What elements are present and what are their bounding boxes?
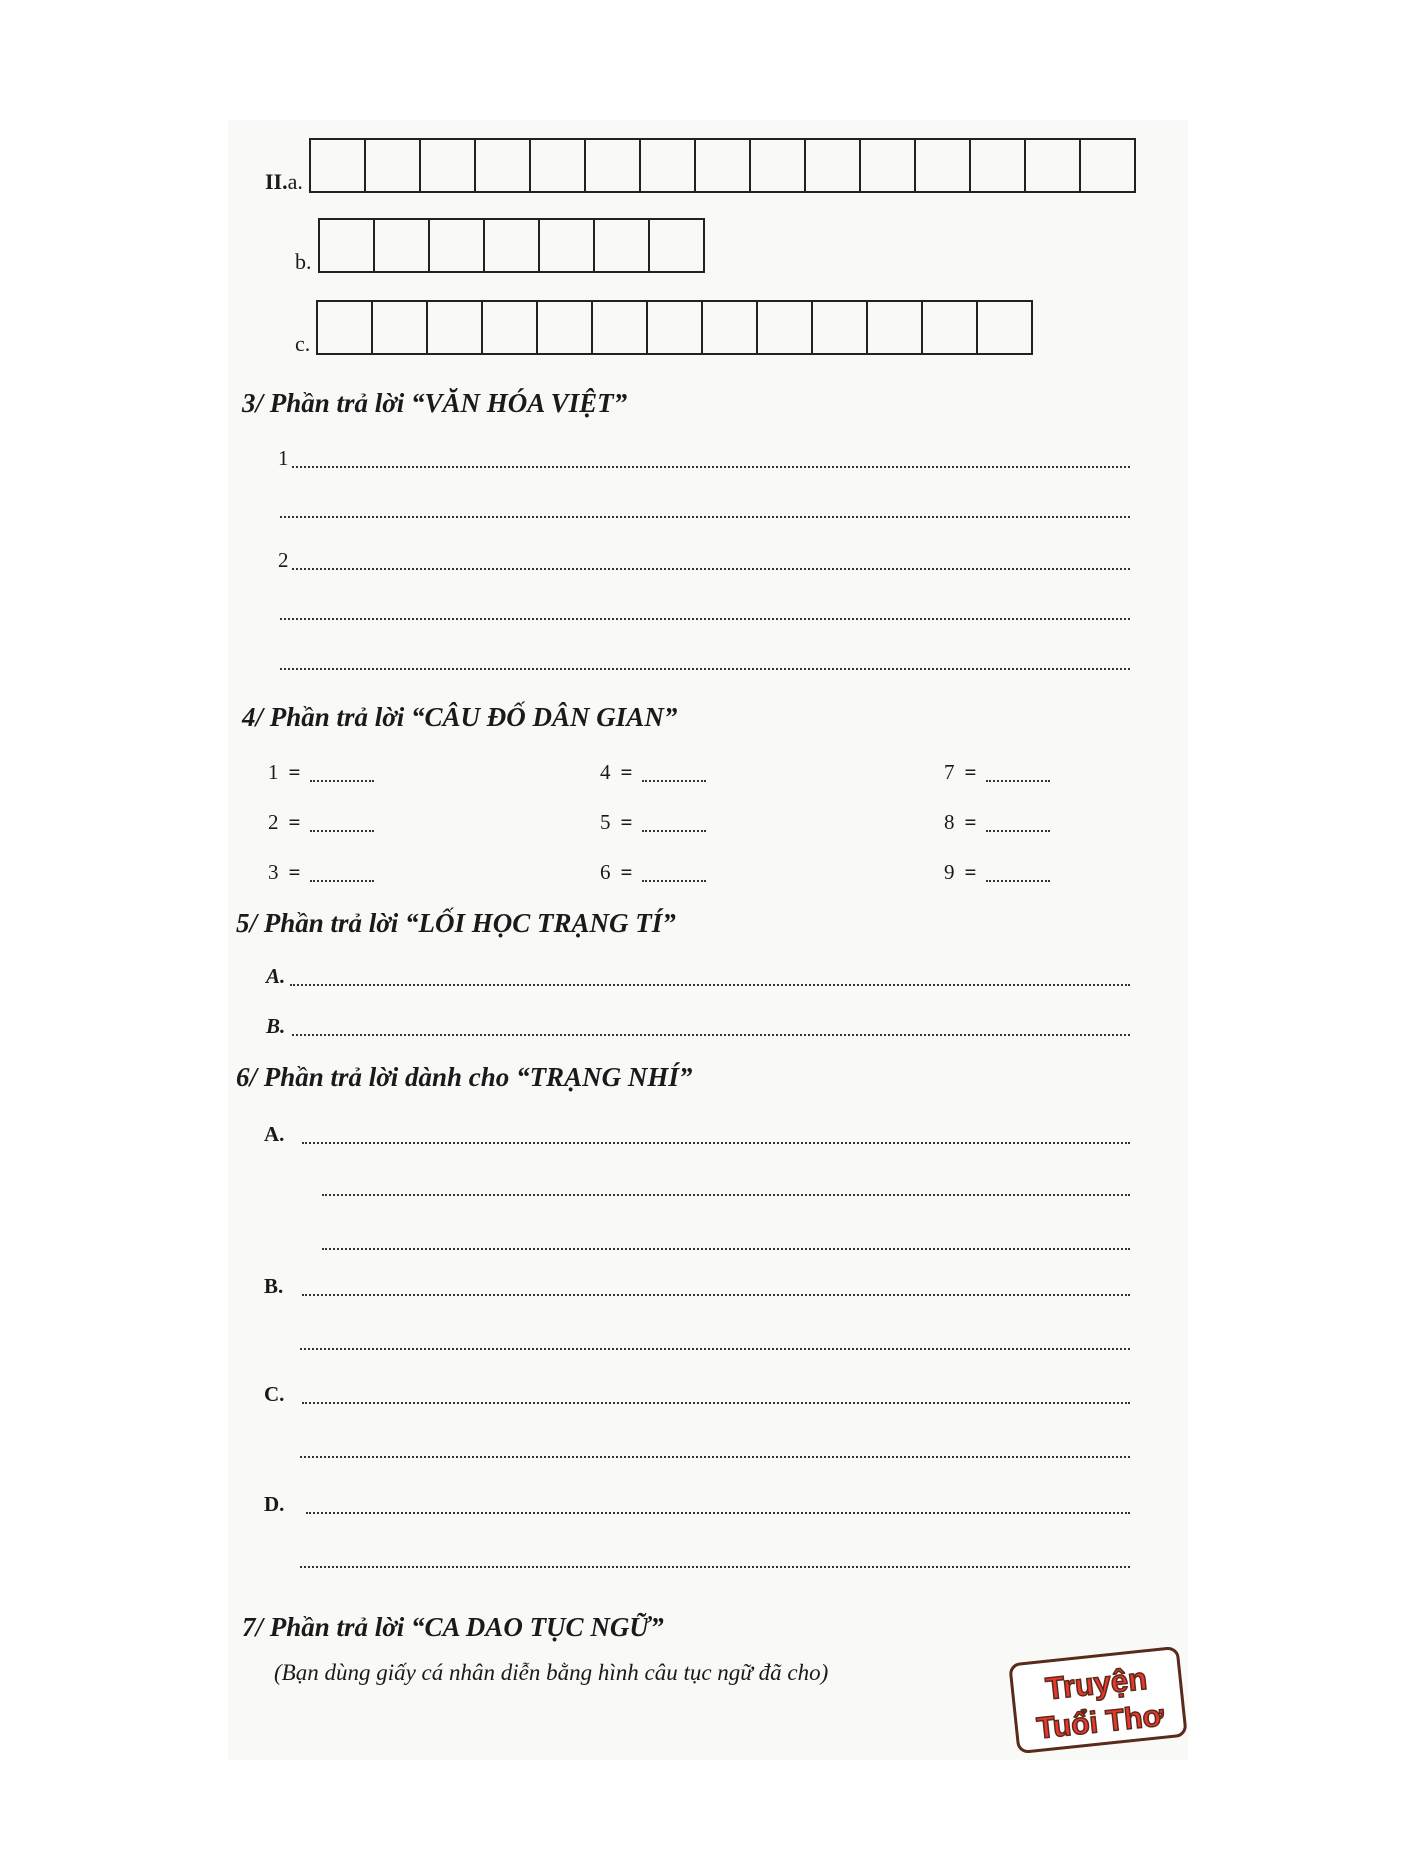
grid-cell[interactable] [978,302,1031,353]
grid-cell[interactable] [813,302,868,353]
grid-cell[interactable] [703,302,758,353]
section-6-line-b1[interactable] [302,1294,1130,1296]
grid-label-a: II.a. [265,169,303,194]
logo-graphic [1005,1643,1190,1757]
grid-cell[interactable] [868,302,923,353]
section-3-item-2-label: 2 [278,548,289,572]
grid-cell[interactable] [751,140,806,191]
grid-cell[interactable] [971,140,1026,191]
grid-cell[interactable] [476,140,531,191]
logo-line-2: Tuổi Thơ [1035,1699,1166,1746]
grid-cell[interactable] [375,220,430,271]
grid-row-c [295,300,1033,355]
grid-cell[interactable] [923,302,978,353]
section-3-line-1[interactable] [292,466,1130,468]
answer-sheet [228,120,1188,1760]
section-3-line-3[interactable] [292,568,1130,570]
section-5-label-a: A. [266,964,286,988]
answer-grid-b[interactable] [318,218,705,273]
section-6-line-c1[interactable] [302,1402,1130,1404]
grid-cell[interactable] [650,220,703,271]
grid-cell[interactable] [540,220,595,271]
grid-cell[interactable] [373,302,428,353]
section-6-heading: 6/ Phần trả lời dành cho “TRẠNG NHÍ” [236,1062,693,1092]
section-6-line-a2[interactable] [322,1194,1130,1196]
section-6-line-a3[interactable] [322,1248,1130,1250]
grid-cell[interactable] [311,140,366,191]
section-7-heading: 7/ Phần trả lời “CA DAO TỤC NGỮ” [242,1612,664,1642]
riddle-7[interactable]: 7 = [944,760,1050,785]
grid-cell[interactable] [531,140,586,191]
riddle-2[interactable]: 2 = [268,810,374,835]
answer-grid-c[interactable] [316,300,1033,355]
section-5-line-b[interactable] [292,1034,1130,1036]
riddle-4[interactable]: 4 = [600,760,706,785]
section-5-heading: 5/ Phần trả lời “LỐI HỌC TRẠNG TÍ” [236,908,676,938]
grid-cell[interactable] [538,302,593,353]
section-3-line-5[interactable] [280,668,1130,670]
section-6-label-c: C. [264,1382,285,1406]
grid-row-a [265,138,1136,193]
section-4-heading: 4/ Phần trả lời “CÂU ĐỐ DÂN GIAN” [242,702,678,732]
grid-cell[interactable] [421,140,476,191]
section-6-line-d2[interactable] [300,1566,1130,1568]
grid-cell[interactable] [648,302,703,353]
truyen-tuoi-tho-logo [1005,1643,1190,1757]
grid-cell[interactable] [641,140,696,191]
section-6-label-a: A. [264,1122,285,1146]
grid-cell[interactable] [916,140,971,191]
grid-cell[interactable] [483,302,538,353]
riddle-5[interactable]: 5 = [600,810,706,835]
grid-cell[interactable] [1026,140,1081,191]
grid-row-b [295,218,705,273]
section-5-label-b: B. [266,1014,286,1038]
section-5-line-a[interactable] [290,984,1130,986]
riddle-3[interactable]: 3 = [268,860,374,885]
grid-cell[interactable] [806,140,861,191]
section-3-line-4[interactable] [280,618,1130,620]
riddle-1[interactable]: 1 = [268,760,374,785]
grid-cell[interactable] [430,220,485,271]
riddle-8[interactable]: 8 = [944,810,1050,835]
riddle-6[interactable]: 6 = [600,860,706,885]
grid-cell[interactable] [586,140,641,191]
grid-cell[interactable] [595,220,650,271]
grid-cell[interactable] [593,302,648,353]
section-3-line-2[interactable] [280,516,1130,518]
grid-label-c: c. [295,331,311,356]
riddle-9[interactable]: 9 = [944,860,1050,885]
grid-cell[interactable] [428,302,483,353]
section-6-line-a1[interactable] [302,1142,1130,1144]
grid-cell[interactable] [485,220,540,271]
section-6-line-b2[interactable] [300,1348,1130,1350]
section-7-note: (Bạn dùng giấy cá nhân diễn bằng hình câu tục ngữ đã cho) [274,1660,829,1685]
section-6-label-d: D. [264,1492,285,1516]
grid-cell[interactable] [758,302,813,353]
grid-cell[interactable] [318,302,373,353]
section-3-heading: 3/ Phần trả lời “VĂN HÓA VIỆT” [242,388,628,418]
section-6-line-c2[interactable] [300,1456,1130,1458]
grid-label-b: b. [295,249,312,274]
grid-cell[interactable] [320,220,375,271]
section-6-label-b: B. [264,1274,284,1298]
section-6-line-d1[interactable] [306,1512,1130,1514]
section-3-item-1-label: 1 [278,446,289,470]
logo-line-1: Truyện [1043,1660,1149,1707]
grid-cell[interactable] [1081,140,1134,191]
answer-grid-a[interactable] [309,138,1136,193]
grid-cell[interactable] [696,140,751,191]
grid-cell[interactable] [861,140,916,191]
grid-cell[interactable] [366,140,421,191]
